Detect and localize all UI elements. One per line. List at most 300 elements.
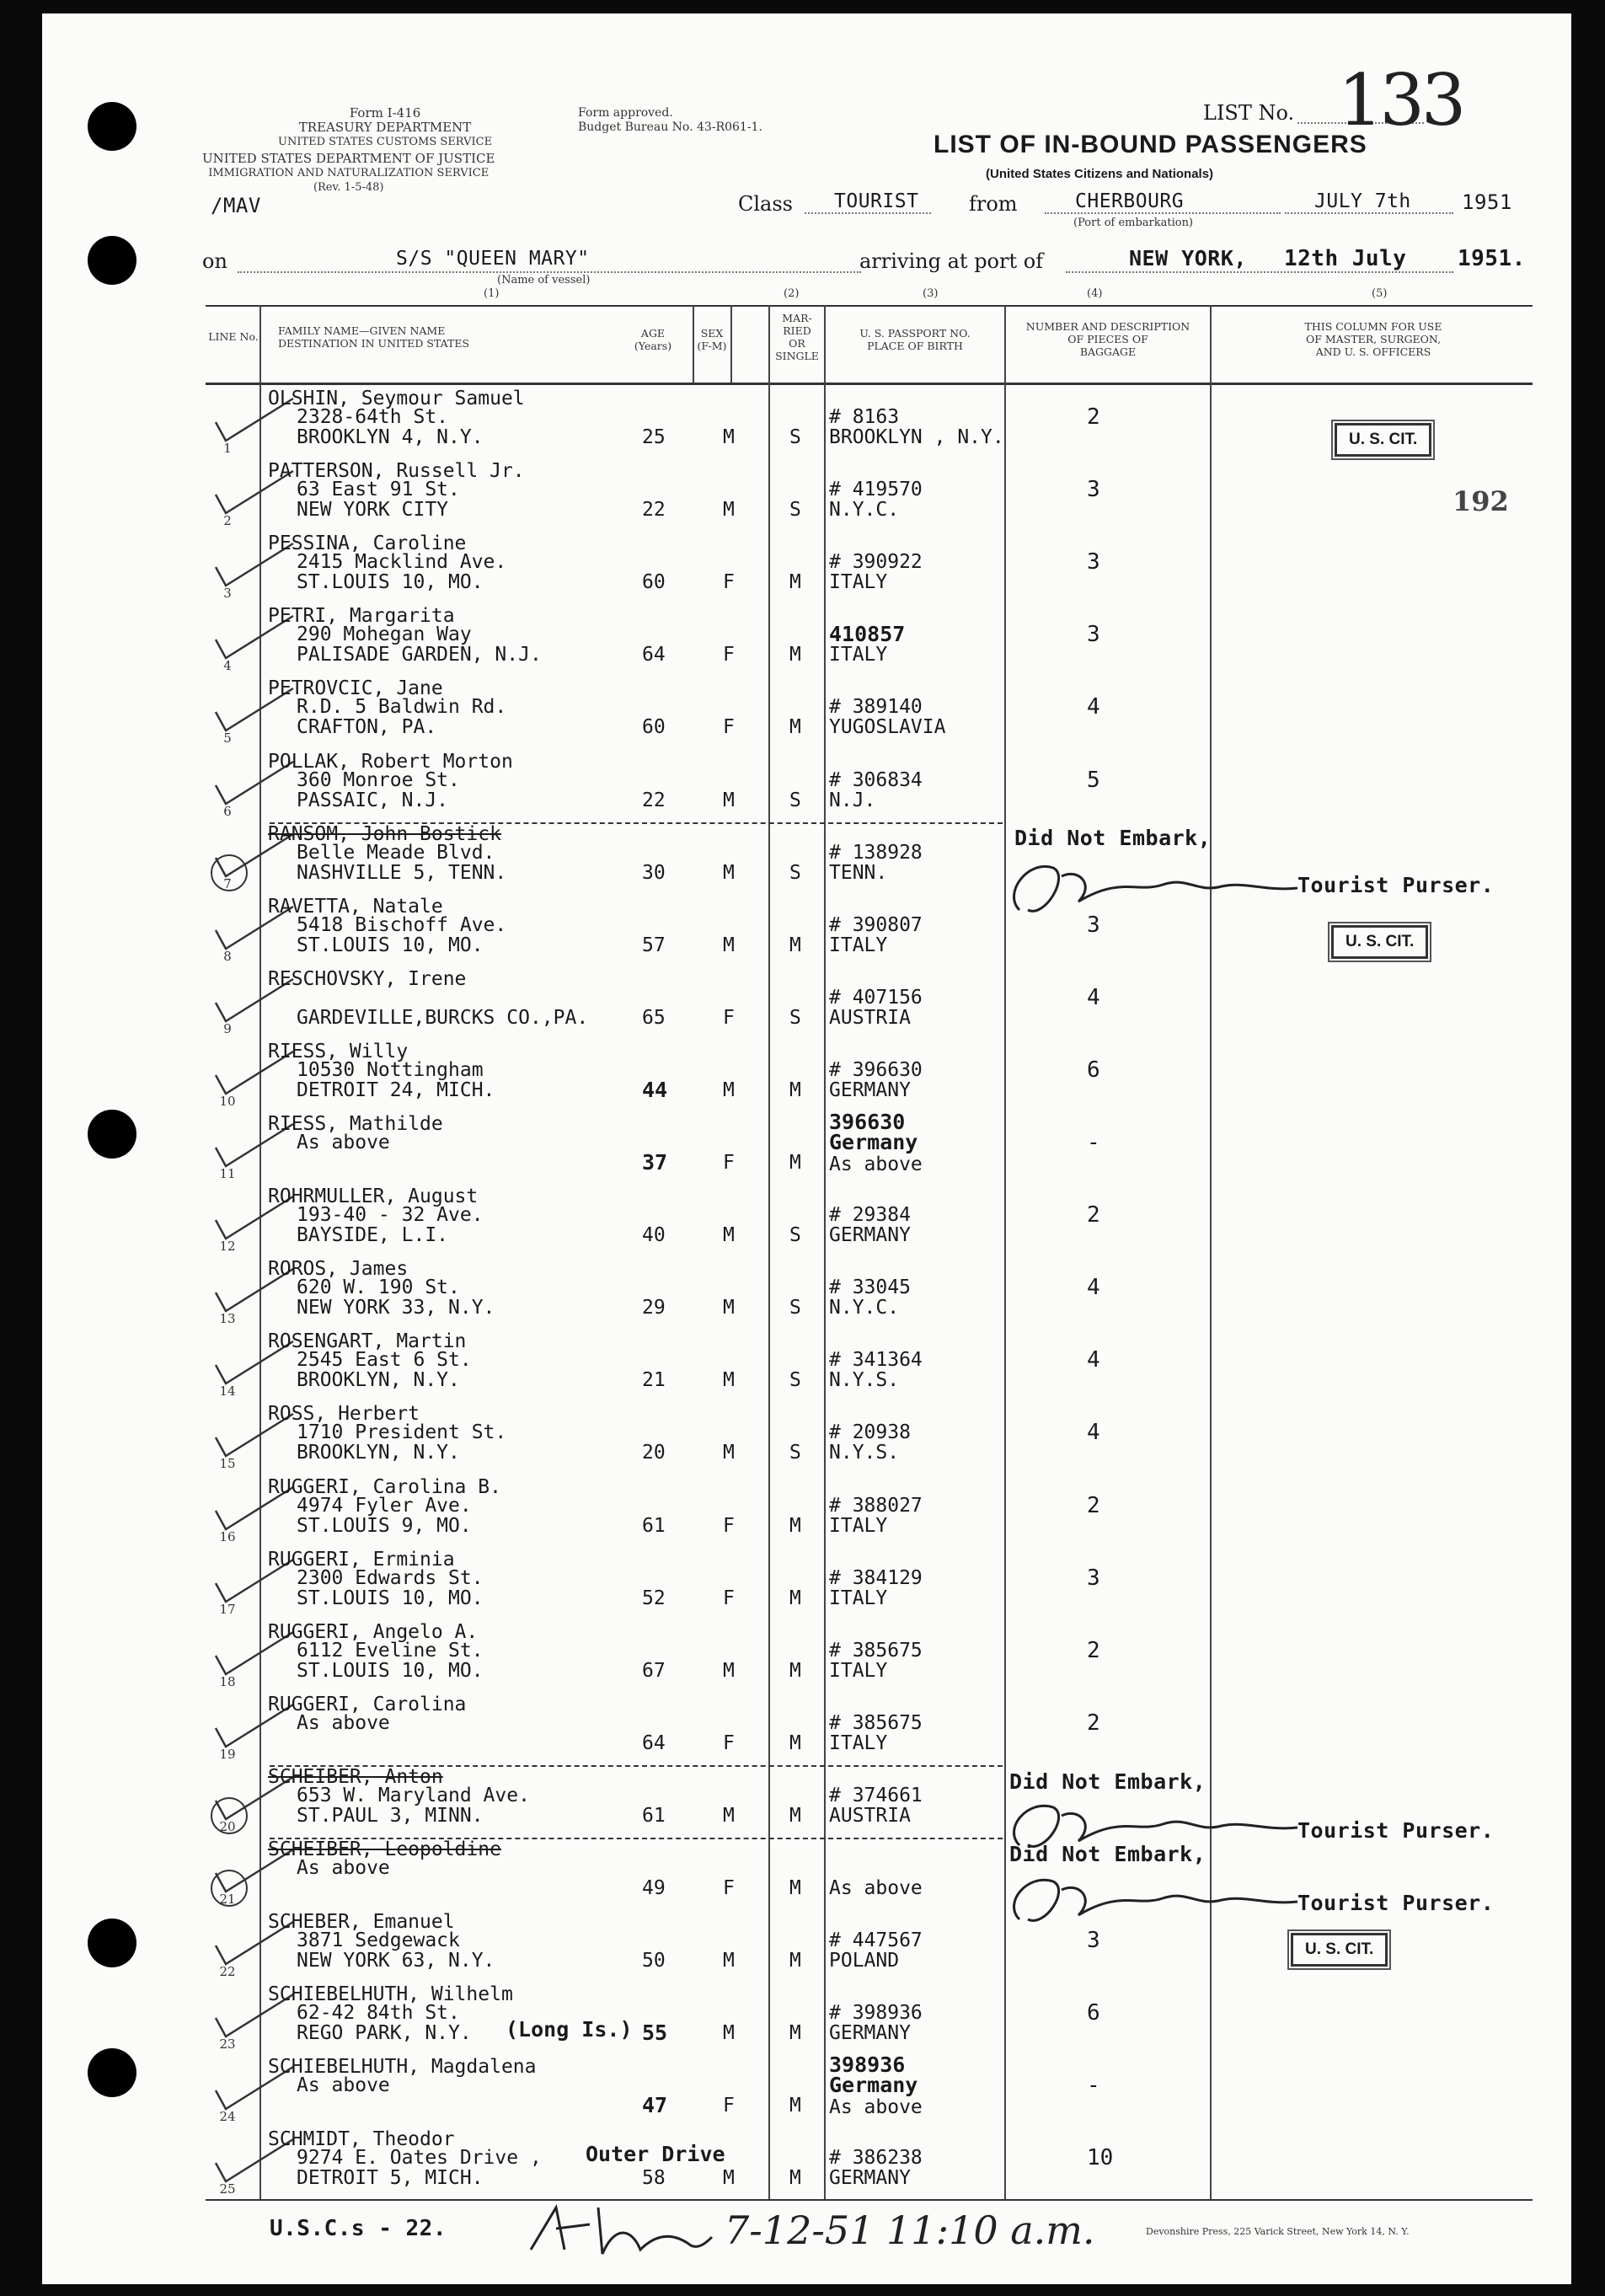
vessel-name: S/S "QUEEN MARY": [396, 248, 590, 270]
on-label: on: [202, 249, 227, 273]
list-no-label: LIST No.: [1203, 101, 1295, 125]
passport-number: 396630: [829, 1110, 906, 1134]
age: 37: [642, 1150, 668, 1175]
marital-status: S: [789, 1297, 801, 1319]
passenger-name: RUGGERI, Carolina: [268, 1693, 467, 1715]
address-line-1: 5418 Bischoff Ave.: [297, 913, 507, 936]
col-num-5: (5): [1372, 287, 1388, 300]
place-of-birth: ITALY: [829, 644, 888, 666]
marital-status: S: [789, 426, 801, 448]
age: 60: [642, 716, 666, 739]
address-line-2: NEW YORK 63, N.Y.: [297, 1950, 495, 1972]
sex: F: [723, 2095, 735, 2117]
address-line-1: 653 W. Maryland Ave.: [297, 1784, 530, 1806]
baggage-count: 4: [1087, 984, 1100, 1010]
marital-status: M: [789, 1587, 801, 1609]
passenger-name: PATTERSON, Russell Jr.: [268, 460, 525, 483]
place-of-birth: GERMANY: [829, 2022, 911, 2045]
baggage-count: 2: [1087, 1492, 1100, 1518]
age: 61: [642, 1804, 666, 1827]
handwritten-timestamp: 7-12-51 11:10 a.m.: [725, 2208, 1095, 2253]
line-number: 6: [223, 803, 232, 819]
marital-status: M: [789, 1078, 801, 1101]
purser-signature-3: [994, 1869, 1314, 1936]
punch-hole-2: [88, 236, 136, 285]
marital-status: M: [789, 716, 801, 739]
age: 49: [642, 1877, 666, 1899]
marital-status: S: [789, 1369, 801, 1392]
sex: M: [723, 1950, 735, 1972]
marital-status: S: [789, 499, 801, 522]
passenger-name: OLSHIN, Seymour Samuel: [268, 388, 525, 409]
line-number: 8: [223, 948, 232, 964]
sex: F: [723, 1877, 735, 1899]
line-number: 4: [223, 658, 232, 674]
baggage-count: 2: [1087, 1710, 1100, 1736]
passenger-name: RAVETTA, Natale: [268, 895, 443, 918]
from-label: from: [969, 192, 1018, 216]
place-of-birth: ITALY: [829, 1514, 888, 1537]
baggage-count: 3: [1087, 1928, 1100, 1954]
baggage-count: 3: [1087, 477, 1100, 503]
passport-number: # 374661: [829, 1784, 923, 1806]
passport-number: # 388027: [829, 1494, 923, 1517]
address-line-1: 620 W. 190 St.: [297, 1276, 460, 1299]
passport-number: # 390922: [829, 551, 923, 574]
baggage-count: 6: [1087, 2000, 1100, 2026]
purser-signature-1: [994, 851, 1314, 927]
passport-number: # 20938: [829, 1421, 911, 1444]
place-of-birth: ITALY: [829, 571, 888, 594]
address-line-2: ST.LOUIS 10, MO.: [297, 934, 484, 956]
age: 55: [642, 2020, 668, 2046]
passport-number: # 341364: [829, 1349, 923, 1372]
passport-number: # 306834: [829, 768, 923, 791]
address-line-2: ST.LOUIS 10, MO.: [297, 571, 484, 594]
place-of-birth: ITALY: [829, 1587, 888, 1609]
address-line-2: DETROIT 5, MICH.: [297, 2167, 484, 2190]
from-line: [1045, 212, 1281, 214]
passenger-name: PETRI, Margarita: [268, 605, 455, 628]
cancel-rule: [270, 1838, 1003, 1839]
place-of-birth: N.Y.C.: [829, 1297, 900, 1319]
baggage-count: 10: [1087, 2145, 1114, 2171]
table-row: [0, 675, 1605, 747]
marital-status: M: [789, 1950, 801, 1972]
baggage-count: -: [1087, 2073, 1100, 2099]
address-line-2: PALISADE GARDEN, N.J.: [297, 644, 542, 666]
address-line-2: ST.LOUIS 10, MO.: [297, 1659, 484, 1682]
sex: M: [723, 2167, 735, 2190]
line-number: 13: [219, 1311, 236, 1327]
table-row: [0, 1691, 1605, 1763]
class-label: Class: [738, 192, 793, 216]
table-row: [0, 458, 1605, 530]
table-row: [0, 2053, 1605, 2126]
address-line-1: 62-42 84th St.: [297, 2002, 460, 2025]
passport-number: # 396630: [829, 1058, 923, 1081]
arrival-line: [1066, 271, 1453, 273]
place-of-birth: GERMANY: [829, 2167, 911, 2190]
passport-number: # 407156: [829, 986, 923, 1009]
sex: M: [723, 499, 735, 522]
place-of-birth-note: As above: [829, 2096, 923, 2119]
age: 47: [642, 2093, 668, 2118]
address-note: (Long Is.): [506, 2017, 633, 2042]
marital-status: M: [789, 2022, 801, 2045]
address-line-2: NEW YORK 33, N.Y.: [297, 1297, 495, 1319]
sex: M: [723, 1369, 735, 1392]
line-number: 3: [223, 586, 232, 602]
class-line: [805, 212, 931, 214]
address-line-1: 10530 Nottingham: [297, 1058, 484, 1081]
age: 60: [642, 571, 666, 594]
passenger-name: ROHRMULLER, August: [268, 1185, 479, 1208]
age: 64: [642, 1731, 666, 1754]
address-line-1: R.D. 5 Baldwin Rd.: [297, 696, 507, 719]
table-row: [0, 748, 1605, 821]
sex: F: [723, 1006, 735, 1029]
passenger-name: SCHEIBER, Leopoldine: [268, 1838, 501, 1860]
marital-status: M: [789, 2095, 801, 2117]
sex: M: [723, 1442, 735, 1464]
address-line-2: ST.LOUIS 10, MO.: [297, 1587, 484, 1609]
code-mav: /MAV: [211, 194, 261, 217]
address-line-1: Belle Meade Blvd.: [297, 841, 495, 864]
age: 21: [642, 1369, 666, 1392]
col-header-baggage: NUMBER AND DESCRIPTION OF PIECES OF BAGGAGE: [1025, 320, 1190, 358]
age: 64: [642, 644, 666, 666]
address-correction: Outer Drive: [586, 2142, 725, 2167]
line-number: 1: [223, 441, 232, 456]
marital-status: M: [789, 934, 801, 956]
col-header-married: MAR- RIED OR SINGLE: [775, 312, 819, 362]
purser-signature-2: [994, 1795, 1314, 1862]
passport-number: # 138928: [829, 841, 923, 864]
sex: M: [723, 1297, 735, 1319]
col-num-4: (4): [1087, 287, 1103, 300]
line-number: 5: [223, 731, 232, 747]
sex: M: [723, 2022, 735, 2045]
col-header-line: LINE No.: [208, 330, 259, 343]
place-of-birth: Germany: [829, 1130, 918, 1154]
col-num-2: (2): [784, 287, 800, 300]
vessel-caption: (Name of vessel): [497, 274, 591, 286]
address-line-2: GARDEVILLE,BURCKS CO.,PA.: [297, 1006, 589, 1029]
line-number: 19: [219, 1746, 236, 1762]
passenger-name: ROROS, James: [268, 1258, 409, 1281]
baggage-count: 4: [1087, 694, 1100, 720]
document-subtitle: (United States Citizens and Nationals): [986, 167, 1214, 181]
age: 20: [642, 1442, 666, 1464]
place-of-birth: BROOKLYN , N.Y.: [829, 426, 1004, 448]
address-line-1: As above: [297, 2074, 390, 2097]
passport-number: # 390807: [829, 913, 923, 936]
place-of-birth: ITALY: [829, 934, 888, 956]
line-number: 9: [223, 1020, 232, 1036]
form-id-block: Form I-416 TREASURY DEPARTMENT UNITED STATES CUSTOMS SERVICE: [278, 105, 493, 148]
marital-status: M: [789, 1514, 801, 1537]
col-num-1: (1): [484, 287, 500, 300]
line-number: 15: [219, 1456, 236, 1472]
baggage-count: 2: [1087, 1637, 1100, 1663]
punch-hole-1: [88, 102, 136, 151]
age: 67: [642, 1659, 666, 1682]
col-header-age: AGE (Years): [634, 327, 672, 352]
departure-year: 1951: [1462, 190, 1512, 214]
passenger-name: RIESS, Willy: [268, 1040, 409, 1062]
passenger-name: RIESS, Mathilde: [268, 1113, 443, 1135]
sex: F: [723, 716, 735, 739]
marital-status: M: [789, 1731, 801, 1754]
address-line-1: 6112 Eveline St.: [297, 1639, 484, 1662]
departure-date: JULY 7th: [1314, 190, 1411, 212]
us-cit-stamp-1: U. S. CIT.: [1335, 423, 1431, 457]
place-of-birth: GERMANY: [829, 1078, 911, 1101]
col-header-sex: SEX (F-M): [697, 327, 727, 352]
place-of-birth: N.Y.C.: [829, 499, 900, 522]
passport-number: 398936: [829, 2052, 906, 2078]
age: 58: [642, 2167, 666, 2190]
age: 57: [642, 934, 666, 956]
address-line-2: PASSAIC, N.J.: [297, 789, 449, 811]
sex: M: [723, 861, 735, 884]
marital-status: M: [789, 1152, 801, 1174]
address-line-1: As above: [297, 1132, 390, 1153]
us-cit-stamp-2: U. S. CIT.: [1331, 925, 1428, 959]
arriving-label: arriving at port of: [859, 249, 1044, 273]
tourist-purser-note-3: Tourist Purser.: [1297, 1891, 1495, 1915]
address-line-2: BROOKLYN, N.Y.: [297, 1369, 460, 1392]
baggage-count: 4: [1087, 1347, 1100, 1373]
passport-number: # 398936: [829, 2002, 923, 2025]
col-header-name: FAMILY NAME—GIVEN NAME DESTINATION IN UNITED STATES: [278, 324, 470, 350]
sex: F: [723, 1587, 735, 1609]
passport-number: # 386238: [829, 2147, 923, 2170]
arrival-date: 12th July: [1284, 246, 1407, 271]
passenger-name: PETROVCIC, Jane: [268, 677, 443, 700]
line-number: 14: [219, 1383, 236, 1400]
place-of-birth: ITALY: [829, 1731, 888, 1754]
table-row: [0, 1183, 1605, 1255]
us-cit-stamp-3: U. S. CIT.: [1291, 1933, 1388, 1967]
address-line-1: 360 Monroe St.: [297, 768, 460, 791]
passport-number: 410857: [829, 622, 906, 647]
baggage-count: 5: [1087, 767, 1100, 793]
sex: F: [723, 644, 735, 666]
line-number: 2: [223, 513, 232, 529]
marital-status: S: [789, 1442, 801, 1464]
table-row: [0, 1255, 1605, 1328]
table-bottom-rule: [206, 2199, 1533, 2201]
line-number: 23: [219, 2036, 236, 2052]
address-line-1: As above: [297, 1711, 390, 1734]
line-number: 20: [219, 1818, 236, 1834]
list-number: 133: [1338, 59, 1463, 142]
place-of-birth: N.Y.S.: [829, 1442, 900, 1464]
passenger-name: ROSS, Herbert: [268, 1403, 420, 1426]
document-title: LIST OF IN-BOUND PASSENGERS: [934, 131, 1367, 158]
place-of-birth-note: As above: [829, 1153, 923, 1175]
passenger-name: SCHEBER, Emanuel: [268, 1911, 455, 1934]
address-line-1: 1710 President St.: [297, 1421, 507, 1444]
baggage-count: 4: [1087, 1275, 1100, 1301]
inspector-initials: [522, 2191, 716, 2267]
circled-line-mark: [211, 1870, 248, 1907]
line-number: 17: [219, 1601, 236, 1617]
marital-status: M: [789, 571, 801, 594]
sex: M: [723, 789, 735, 811]
passport-number: # 447567: [829, 1929, 923, 1952]
passport-number: # 385675: [829, 1639, 923, 1662]
baggage-count: 3: [1087, 1565, 1100, 1591]
age: 61: [642, 1514, 666, 1537]
table-row: [0, 1328, 1605, 1400]
baggage-count: 4: [1087, 1420, 1100, 1446]
tourist-purser-note-2: Tourist Purser.: [1297, 1818, 1495, 1843]
col-num-3: (3): [923, 287, 939, 300]
cancel-rule: [270, 1765, 1003, 1767]
passport-number: # 419570: [829, 479, 923, 501]
marital-status: S: [789, 789, 801, 811]
table-row: [0, 1474, 1605, 1546]
sex: F: [723, 1731, 735, 1754]
address-line-1: 63 East 91 St.: [297, 479, 460, 501]
table-row: [0, 966, 1605, 1038]
address-line-1: 2328-64th St.: [297, 406, 449, 428]
uscs-count: U.S.C.s - 22.: [270, 2216, 447, 2241]
address-line-2: DETROIT 24, MICH.: [297, 1078, 495, 1101]
baggage-count: 2: [1087, 1202, 1100, 1228]
place-of-birth: AUSTRIA: [829, 1804, 911, 1827]
col-header-officers: THIS COLUMN FOR USE OF MASTER, SURGEON, AND U. S. OFFICERS: [1304, 320, 1442, 358]
address-line-1: 2545 East 6 St.: [297, 1349, 472, 1372]
address-line-2: ST.PAUL 3, MINN.: [297, 1804, 484, 1827]
did-not-embark-note-2: Did Not Embark,: [1009, 1769, 1206, 1794]
passport-number: # 389140: [829, 696, 923, 719]
col-header-passport: U. S. PASSPORT NO. PLACE OF BIRTH: [859, 327, 971, 352]
line-number: 10: [219, 1093, 236, 1109]
passenger-name: SCHEIBER, Anton: [268, 1765, 443, 1788]
sex: M: [723, 1804, 735, 1827]
place-of-birth: TENN.: [829, 861, 888, 884]
line-number: 18: [219, 1673, 236, 1689]
sex: M: [723, 426, 735, 448]
line-number: 22: [219, 1964, 236, 1980]
did-not-embark-note-1: Did Not Embark,: [1014, 826, 1212, 850]
marital-status: M: [789, 2167, 801, 2190]
printer-credit: Devonshire Press, 225 Varick Street, New York 14, N. Y.: [1146, 2226, 1410, 2237]
line-number: 25: [219, 2181, 236, 2197]
address-line-2: BROOKLYN, N.Y.: [297, 1442, 460, 1464]
sex: F: [723, 1152, 735, 1174]
class-value: TOURIST: [834, 190, 919, 212]
passenger-name: RUGGERI, Angelo A.: [268, 1620, 479, 1643]
address-line-1: 193-40 - 32 Ave.: [297, 1204, 484, 1227]
address-line-1: 9274 E. Oates Drive ,: [297, 2147, 542, 2170]
cancel-rule: [270, 822, 1003, 824]
place-of-birth: ITALY: [829, 1659, 888, 1682]
place-of-birth: As above: [829, 1877, 923, 1899]
age: 25: [642, 426, 666, 448]
age: 52: [642, 1587, 666, 1609]
address-line-2: ST.LOUIS 9, MO.: [297, 1514, 472, 1537]
sex: M: [723, 1078, 735, 1101]
baggage-count: 6: [1087, 1057, 1100, 1083]
age: 22: [642, 789, 666, 811]
marital-status: M: [789, 644, 801, 666]
col-divider-3: [730, 305, 732, 383]
baggage-count: -: [1087, 1130, 1100, 1155]
table-row: [0, 530, 1605, 602]
line-number: 7: [223, 875, 232, 891]
passenger-name: RESCHOVSKY, Irene: [268, 967, 467, 990]
arrival-port: NEW YORK,: [1129, 246, 1247, 270]
address-line-1: 3871 Sedgewack: [297, 1929, 460, 1952]
baggage-count: 2: [1087, 404, 1100, 430]
table-row: [0, 1981, 1605, 2053]
table-row: [0, 1038, 1605, 1111]
line-number: 11: [219, 1166, 236, 1181]
baggage-count: 3: [1087, 622, 1100, 648]
address-line-2: REGO PARK, N.Y.: [297, 2022, 472, 2045]
sex: F: [723, 571, 735, 594]
age: 30: [642, 861, 666, 884]
sex: M: [723, 934, 735, 956]
passenger-name: SCHMIDT, Theodor: [268, 2128, 455, 2151]
place-of-birth: Germany: [829, 2073, 918, 2098]
place-of-birth: AUSTRIA: [829, 1006, 911, 1029]
line-number: 16: [219, 1528, 236, 1544]
passenger-name: RUGGERI, Erminia: [268, 1548, 455, 1571]
passport-number: # 384129: [829, 1566, 923, 1589]
address-line-1: 4974 Fyler Ave.: [297, 1494, 472, 1517]
address-line-1: 2415 Macklind Ave.: [297, 551, 507, 574]
place-of-birth: N.Y.S.: [829, 1369, 900, 1392]
passenger-name: POLLAK, Robert Morton: [268, 750, 513, 773]
table-row: [0, 1619, 1605, 1691]
doj-block: UNITED STATES DEPARTMENT OF JUSTICE IMMIGRATION AND NATURALIZATION SERVICE (Rev. 1-5-48): [202, 151, 495, 194]
port-embark-caption: (Port of embarkation): [1073, 217, 1194, 229]
address-line-2: BAYSIDE, L.I.: [297, 1224, 449, 1247]
tourist-purser-note-1: Tourist Purser.: [1297, 873, 1495, 897]
marital-status: M: [789, 1659, 801, 1682]
address-line-2: BROOKLYN 4, N.Y.: [297, 426, 484, 448]
passport-number: # 33045: [829, 1276, 911, 1299]
marital-status: S: [789, 1224, 801, 1247]
age: 44: [642, 1077, 668, 1102]
age: 40: [642, 1224, 666, 1247]
address-line-2: NEW YORK CITY: [297, 499, 449, 522]
table-row: [0, 1400, 1605, 1473]
passenger-name: PESSINA, Caroline: [268, 533, 467, 555]
date-line: [1285, 212, 1453, 214]
marital-status: S: [789, 861, 801, 884]
place-of-birth: N.J.: [829, 789, 876, 811]
mark-192: 192: [1453, 485, 1509, 517]
sex: F: [723, 1514, 735, 1537]
marital-status: S: [789, 1006, 801, 1029]
circled-line-mark: [211, 1797, 248, 1834]
passenger-name: RUGGERI, Carolina B.: [268, 1475, 501, 1498]
sex: M: [723, 1659, 735, 1682]
address-line-1: 2300 Edwards St.: [297, 1566, 484, 1589]
line-number: 21: [219, 1892, 236, 1907]
passenger-name: SCHIEBELHUTH, Wilhelm: [268, 1983, 513, 2006]
approval-block: Form approved. Budget Bureau No. 43-R061-1.: [578, 106, 762, 134]
place-of-birth: GERMANY: [829, 1224, 911, 1247]
from-value: CHERBOURG: [1075, 190, 1185, 212]
